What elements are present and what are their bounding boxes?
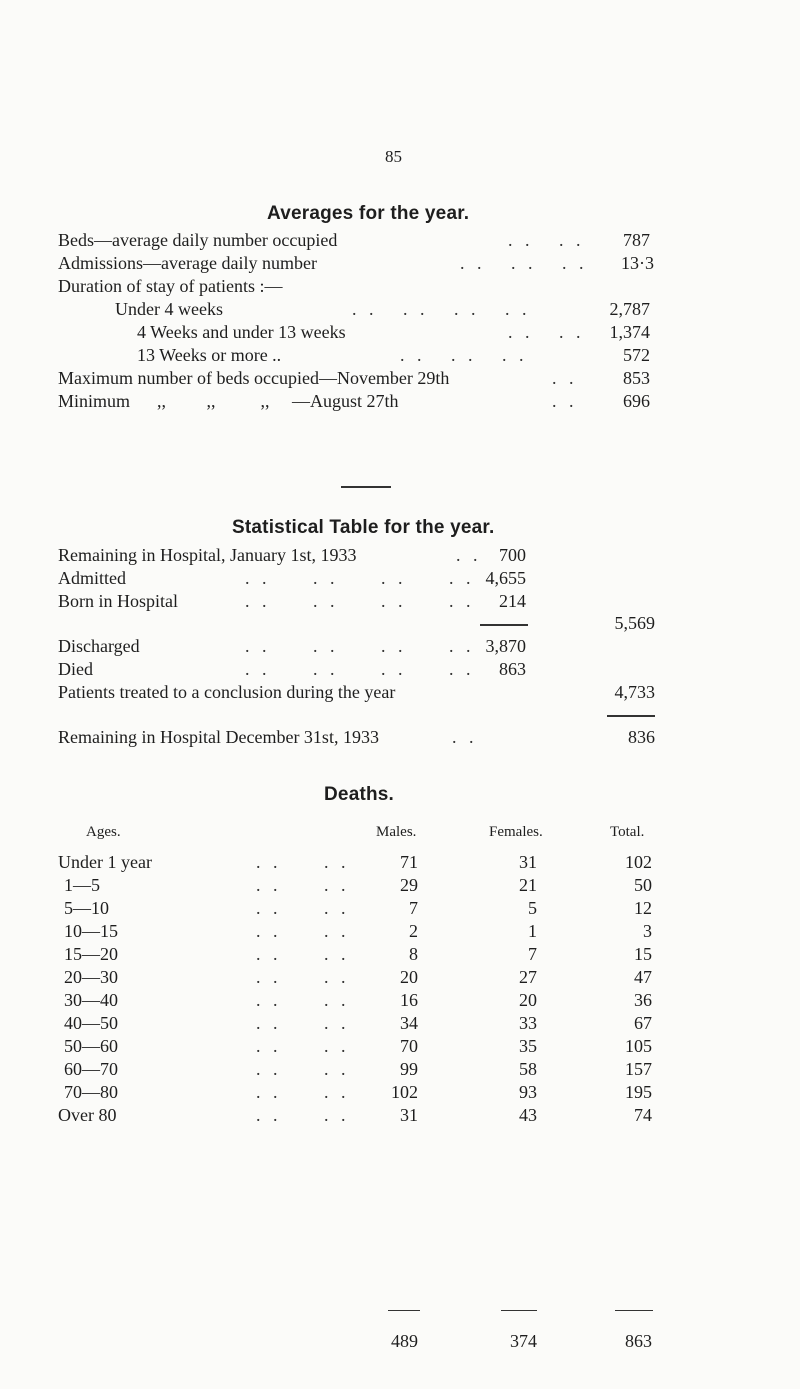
death-females: 1	[528, 921, 537, 941]
death-total: 102	[625, 852, 652, 872]
death-females: 43	[519, 1105, 537, 1125]
leader-dots: . . . .	[508, 322, 585, 342]
col-header-total: Total.	[610, 824, 645, 840]
death-age: 1—5	[64, 875, 100, 895]
totals-rule-females	[501, 1310, 537, 1311]
subtotal-rule	[480, 624, 528, 626]
col-header-females: Females.	[489, 824, 543, 840]
death-age: 5—10	[64, 898, 109, 918]
leader-dots: . . . .	[508, 230, 585, 250]
stat-value-remaining-end: 836	[628, 727, 655, 747]
death-females: 93	[519, 1082, 537, 1102]
col-header-males: Males.	[376, 824, 417, 840]
avg-label-13plus: 13 Weeks or more ..	[137, 345, 282, 365]
avg-value-admissions: 13·3	[621, 253, 654, 273]
leader-dots: . .	[552, 368, 578, 388]
leader-dots: . . . . . . . .	[245, 636, 475, 656]
leader-dots: . . . .	[256, 1036, 350, 1056]
leader-dots: . . . .	[256, 921, 350, 941]
death-age: 40—50	[64, 1013, 118, 1033]
death-total: 36	[634, 990, 652, 1010]
death-females: 31	[519, 852, 537, 872]
stat-label-discharged: Discharged	[58, 636, 140, 656]
avg-label-4to13: 4 Weeks and under 13 weeks	[137, 322, 346, 342]
stat-value-born: 214	[499, 591, 526, 611]
totals-rule-total	[615, 1310, 653, 1311]
avg-value-beds: 787	[623, 230, 650, 250]
death-age: Over 80	[58, 1105, 117, 1125]
avg-value-4to13: 1,374	[609, 322, 650, 342]
death-age: 20—30	[64, 967, 118, 987]
total-total: 863	[625, 1331, 652, 1351]
section-divider	[341, 486, 391, 488]
death-males: 70	[400, 1036, 418, 1056]
death-age: 60—70	[64, 1059, 118, 1079]
stat-value-subtotal: 5,569	[614, 613, 655, 633]
stat-value-remaining-start: 700	[499, 545, 526, 565]
deaths-heading: Deaths.	[324, 784, 395, 805]
stat-label-treated: Patients treated to a conclusion during the year	[58, 682, 396, 702]
avg-label-admissions: Admissions—average daily number	[58, 253, 317, 273]
death-females: 7	[528, 944, 537, 964]
col-header-ages: Ages.	[86, 824, 121, 840]
avg-value-13plus: 572	[623, 345, 650, 365]
death-total: 195	[625, 1082, 652, 1102]
leader-dots: . . . .	[256, 852, 350, 872]
leader-dots: . . . .	[256, 944, 350, 964]
death-males: 16	[400, 990, 418, 1010]
death-males: 102	[391, 1082, 418, 1102]
leader-dots: . . . .	[256, 1059, 350, 1079]
death-females: 58	[519, 1059, 537, 1079]
leader-dots: . . . . . . . .	[245, 659, 475, 679]
stat-label-admitted: Admitted	[58, 568, 126, 588]
death-males: 34	[400, 1013, 418, 1033]
death-age: Under 1 year	[58, 852, 152, 872]
death-age: 50—60	[64, 1036, 118, 1056]
leader-dots: . . . .	[256, 967, 350, 987]
leader-dots: . . . . . . . .	[245, 568, 475, 588]
death-males: 71	[400, 852, 418, 872]
leader-dots: . . . .	[256, 990, 350, 1010]
death-males: 7	[409, 898, 418, 918]
leader-dots: . . . . . .	[460, 253, 588, 273]
death-age: 10—15	[64, 921, 118, 941]
death-females: 35	[519, 1036, 537, 1056]
death-females: 20	[519, 990, 537, 1010]
death-age: 30—40	[64, 990, 118, 1010]
death-total: 50	[634, 875, 652, 895]
avg-label-maximum: Maximum number of beds occupied—November 29th	[58, 368, 450, 388]
death-total: 74	[634, 1105, 652, 1125]
avg-value-minimum: 696	[623, 391, 650, 411]
death-total: 67	[634, 1013, 652, 1033]
leader-dots: . . . .	[256, 1105, 350, 1125]
treated-rule	[607, 715, 655, 717]
stat-value-treated: 4,733	[614, 682, 655, 702]
death-total: 105	[625, 1036, 652, 1056]
stat-label-born: Born in Hospital	[58, 591, 178, 611]
death-total: 12	[634, 898, 652, 918]
death-females: 27	[519, 967, 537, 987]
avg-label-beds: Beds—average daily number occupied	[58, 230, 338, 250]
death-total: 47	[634, 967, 652, 987]
stat-value-died: 863	[499, 659, 526, 679]
avg-value-maximum: 853	[623, 368, 650, 388]
avg-label-under4: Under 4 weeks	[115, 299, 223, 319]
stat-value-admitted: 4,655	[485, 568, 526, 588]
total-females: 374	[510, 1331, 537, 1351]
death-females: 33	[519, 1013, 537, 1033]
leader-dots: . .	[552, 391, 578, 411]
stat-label-remaining-end: Remaining in Hospital December 31st, 1933	[58, 727, 379, 747]
avg-value-under4: 2,787	[609, 299, 650, 319]
death-males: 31	[400, 1105, 418, 1125]
death-total: 3	[643, 921, 652, 941]
stat-value-discharged: 3,870	[485, 636, 526, 656]
stat-label-died: Died	[58, 659, 93, 679]
leader-dots: . . . .	[256, 875, 350, 895]
leader-dots: . . . .	[256, 1082, 350, 1102]
avg-label-minimum: Minimum ,, ,, ,, —August 27th	[58, 391, 399, 411]
leader-dots: . . . . . . . .	[245, 591, 475, 611]
death-males: 99	[400, 1059, 418, 1079]
death-females: 5	[528, 898, 537, 918]
total-males: 489	[391, 1331, 418, 1351]
totals-rule-males	[388, 1310, 420, 1311]
leader-dots: . . . .	[256, 898, 350, 918]
leader-dots: . .	[452, 727, 478, 747]
avg-label-duration: Duration of stay of patients :—	[58, 276, 283, 296]
stat-label-remaining-start: Remaining in Hospital, January 1st, 1933	[58, 545, 357, 565]
leader-dots: . . . .	[256, 1013, 350, 1033]
leader-dots: . . . . . . . .	[352, 299, 531, 319]
death-age: 15—20	[64, 944, 118, 964]
page-number: 85	[385, 147, 402, 166]
death-males: 2	[409, 921, 418, 941]
death-males: 8	[409, 944, 418, 964]
death-females: 21	[519, 875, 537, 895]
leader-dots: . . . . . .	[400, 345, 528, 365]
death-males: 29	[400, 875, 418, 895]
death-age: 70—80	[64, 1082, 118, 1102]
averages-heading: Averages for the year.	[267, 203, 470, 224]
death-total: 157	[625, 1059, 652, 1079]
death-total: 15	[634, 944, 652, 964]
death-males: 20	[400, 967, 418, 987]
statistical-heading: Statistical Table for the year.	[232, 517, 495, 538]
leader-dots: . .	[456, 545, 482, 565]
